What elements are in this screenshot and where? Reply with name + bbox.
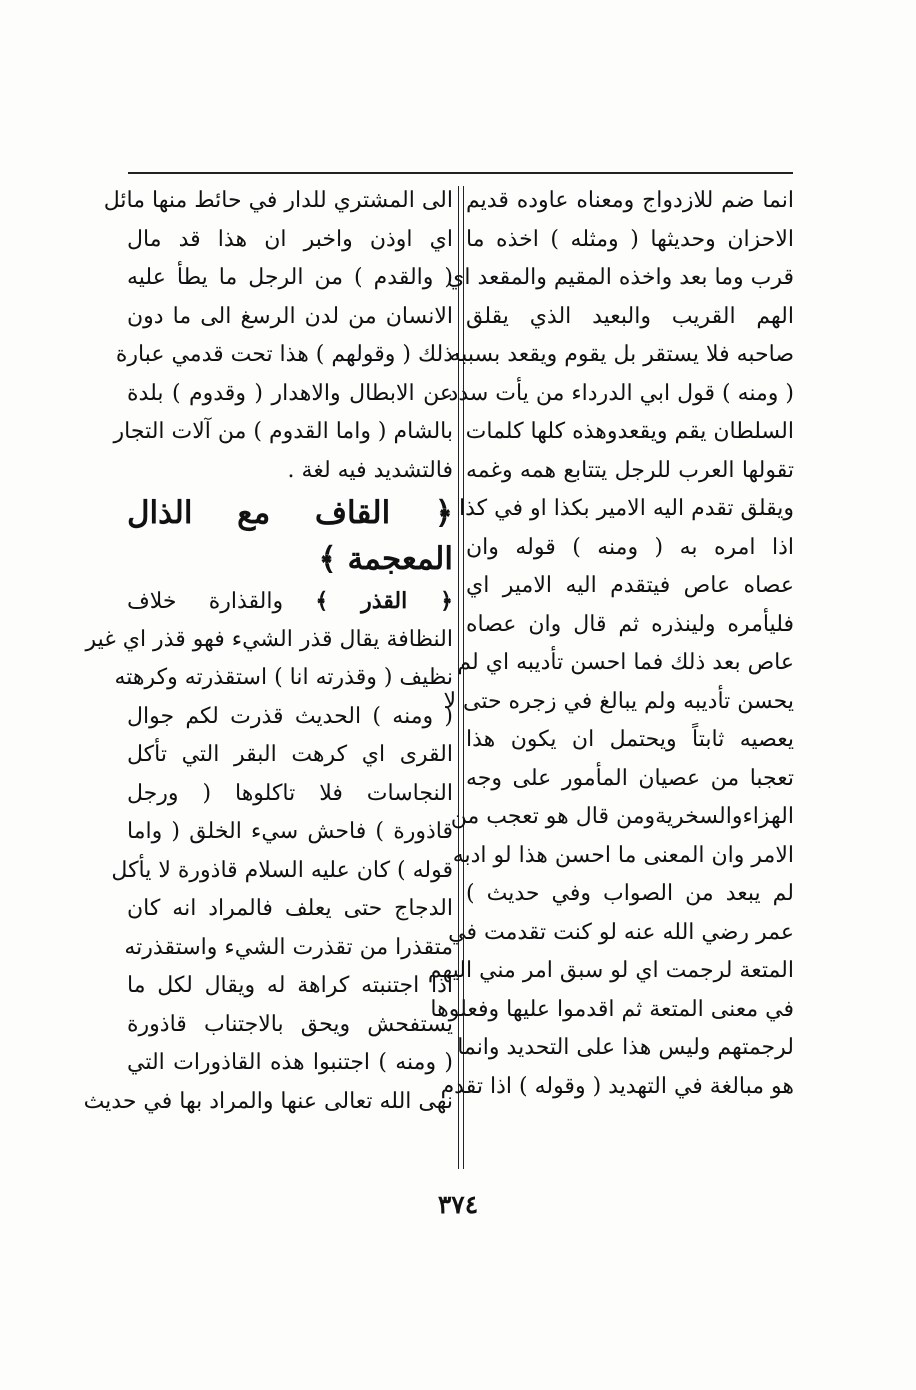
text-line: قرب وما بعد واخذه المقيم والمقعد اي — [447, 265, 794, 290]
section-heading-continued: المعجمة ﴾ — [318, 541, 453, 577]
text-line: ( ومنه ) قول ابي الدرداء من يأت سدد — [448, 380, 794, 406]
text-line: نهى الله تعالى عنها والمراد بها في حديث — [83, 1088, 453, 1114]
text-line: يعصيه ثابتاً ويحتمل ان يكون هذا — [466, 727, 794, 752]
text-line: بالشام ( واما القدوم ) من آلات التجار — [113, 419, 453, 444]
text-line: يحسن تأديبه ولم يبالغ في زجره حتى لا — [443, 688, 794, 714]
text-line: الانسان من لدن الرسغ الى ما دون — [127, 303, 453, 329]
text-line: الامر وان المعنى ما احسن هذا لو ادبه — [452, 842, 794, 868]
text-line: قاذورة ) فاحش سيء الخلق ( واما — [127, 819, 453, 844]
entry-headword: ﴿ القذر ﴾ — [315, 588, 453, 614]
text-line: تقولها العرب للرجل يتتابع همه وغمه — [466, 457, 794, 483]
text-line: عاص بعد ذلك فما احسن تأديبه اي لم — [457, 650, 794, 675]
text-line: تعجبا من عصيان المأمور على وجه — [466, 765, 794, 791]
text-line: هو مبالغة في التهديد ( وقوله ) اذا تقدم — [440, 1073, 794, 1099]
text-line: متقذرا من تقذرت الشيء واستقذرته — [124, 934, 453, 960]
text-line: ( والقدم ) من الرجل ما يطأ عليه — [127, 265, 453, 290]
text-line: ( ومنه ) اجتنبوا هذه القاذورات التي — [127, 1050, 453, 1075]
text-line: انما ضم للازدواج ومعناه عاوده قديم — [466, 188, 794, 213]
text-line: صاحبه فلا يستقر بل يقوم ويقعد بسببه — [449, 342, 794, 367]
text-line: فالتشديد فيه لغة . — [287, 457, 453, 483]
text-line: اذا اجتنبته كراهة له ويقال لكل ما — [127, 973, 453, 998]
text-line: فليأمره ولينذره ثم قال وان عصاه — [466, 611, 794, 637]
text-line: لرجمتهم وليس هذا على التحديد وانما — [457, 1035, 794, 1060]
text-line: الهزاءوالسخريةومن قال هو تعجب من — [450, 804, 794, 829]
text-line: في معنى المتعة ثم اقدموا عليها وفعلوها — [430, 996, 794, 1022]
text-line: الهم القريب والبعيد الذي يقلق — [466, 303, 794, 329]
text-line: النجاسات فلا تاكلوها ( ورجل — [127, 780, 453, 806]
text-line: عن الابطال والاهدار ( وقدوم ) بلدة — [127, 380, 453, 406]
text-line: السلطان يقم ويقعدوهذه كلها كلمات — [465, 419, 794, 444]
text-line: ويقلق تقدم اليه الامير بكذا او في كذا — [458, 496, 794, 521]
left-column — [83, 182, 453, 1121]
text-line: الدجاج حتى يعلف فالمراد انه كان — [127, 896, 453, 921]
text-line: الاحزان وحديثها ( ومثله ) اخذه ما — [466, 226, 794, 252]
text-line: ( ومنه ) الحديث قذرت لكم جوال — [127, 703, 453, 729]
text-line: قوله ) كان عليه السلام قاذورة لا يأكل — [111, 857, 453, 883]
page-number: ٣٧٤ — [437, 1190, 479, 1219]
text-line: النظافة يقال قذر الشيء فهو قذر اي غير — [85, 626, 453, 652]
text-line: عمر رضي الله عنه لو كنت تقدمت في — [448, 919, 794, 945]
text-line: ذلك ( وقولهم ) هذا تحت قدمي عبارة — [115, 342, 453, 367]
entry-head-line — [127, 582, 453, 621]
text-line: لم يبعد من الصواب وفي حديث ) — [466, 881, 794, 906]
entry-head-text: والقذارة خلاف — [127, 589, 284, 614]
text-line: اذا امره به ( ومنه ) قوله وان — [466, 534, 794, 560]
text-line: القرى اي كرهت البقر التي تأكل — [127, 742, 453, 767]
text-line: يستفحش ويحق بالاجتناب قاذورة — [127, 1011, 453, 1037]
text-line: نظيف ( وقذرته انا ) استقذرته وكرهته — [114, 665, 453, 690]
right-column — [427, 182, 794, 1106]
text-line: المتعة لرجمت اي لو سبق امر مني اليهم — [427, 958, 794, 983]
text-line: عصاه عاص فيتقدم اليه الامير اي — [466, 573, 794, 598]
text-line: اي اوذن واخبر ان هذا قد مال — [127, 226, 453, 252]
top-rule — [128, 172, 793, 174]
text-line: الى المشتري للدار في حائط منها مائل — [103, 188, 453, 213]
section-heading: ﴿ القاف مع الذال — [127, 495, 453, 531]
